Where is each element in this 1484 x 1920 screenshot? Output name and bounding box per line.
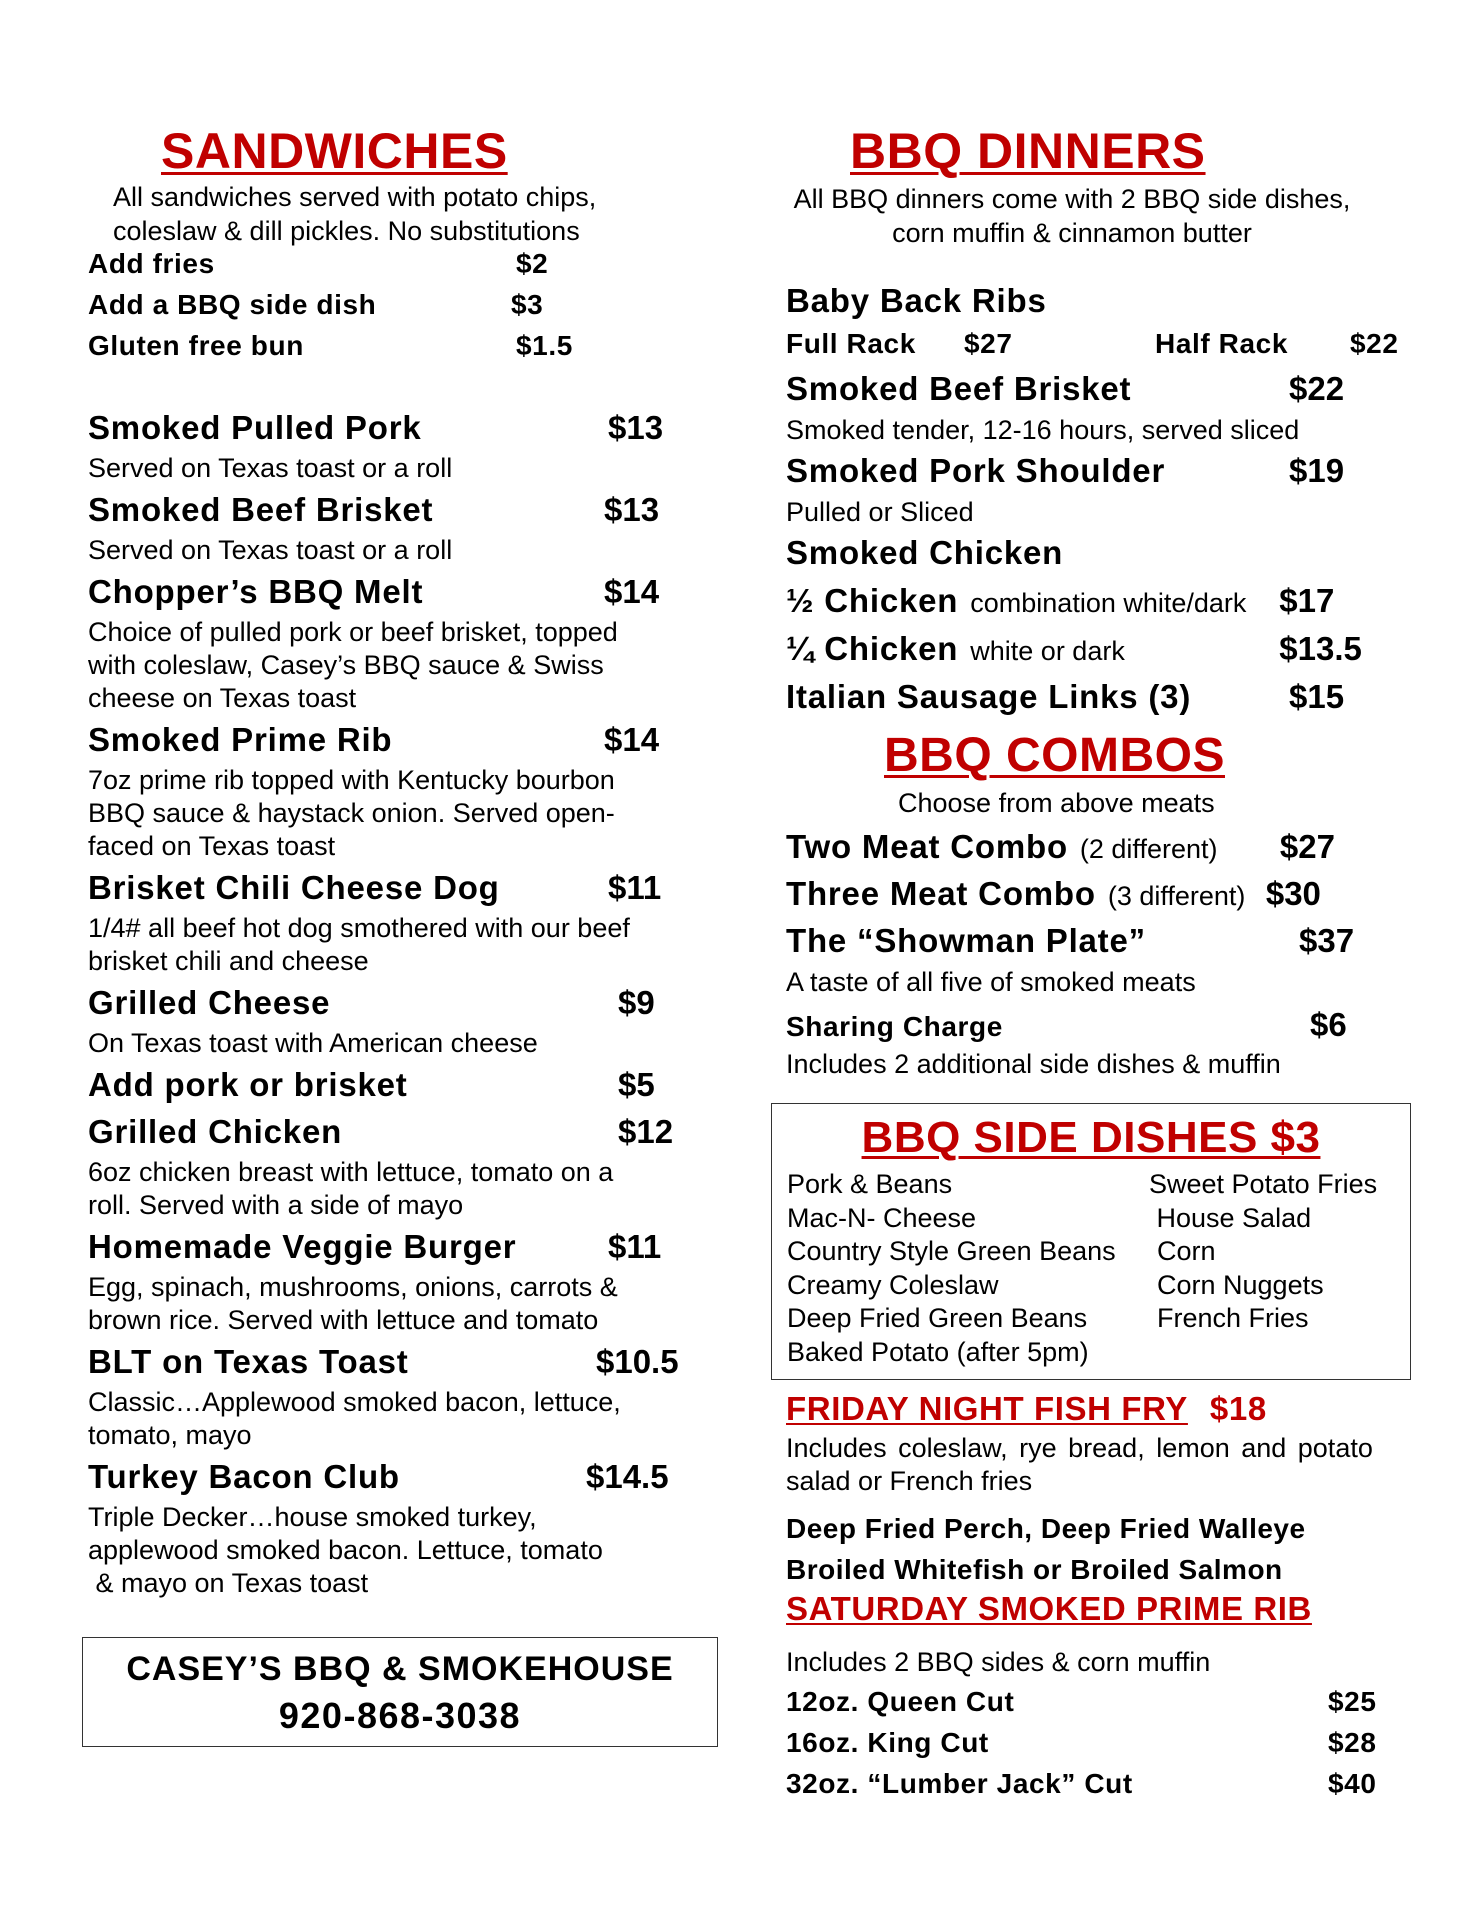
sandwich-item [88, 984, 708, 1060]
sandwich-name: Brisket Chili Cheese Dog [88, 869, 500, 906]
quarter-chicken: ¼ Chicken white or dark $13.5 [786, 630, 1362, 667]
sandwich-name: Smoked Prime Rib [88, 721, 393, 758]
side-item: Corn Nuggets [1157, 1269, 1324, 1300]
sandwich-desc [88, 764, 708, 863]
addons-list [88, 248, 608, 371]
sandwich-desc-line: Triple Decker…house smoked turkey, [88, 1502, 537, 1532]
sandwich-price: $10.5 [596, 1343, 679, 1380]
sandwich-item [88, 869, 708, 978]
sandwich-price: $13 [604, 491, 660, 528]
sandwich-price: $14 [604, 721, 660, 758]
sandwich-item-header [88, 1343, 708, 1386]
sandwich-item [88, 491, 708, 567]
side-item: House Salad [1149, 1202, 1312, 1233]
sandwich-name: Smoked Beef Brisket [88, 491, 434, 528]
sandwich-price: $12 [618, 1113, 674, 1150]
side-item: Country Style Green Beans [787, 1236, 1116, 1267]
sandwich-item [88, 1066, 708, 1109]
sandwich-item [88, 573, 708, 715]
sandwiches-intro: All sandwiches served with potato chips, coleslaw & dill pickles. No substitutions [113, 182, 597, 246]
prime-rib-cuts [786, 1686, 1406, 1809]
sandwich-item-header [88, 984, 708, 1027]
sandwich-desc [88, 452, 708, 485]
sandwich-name: Grilled Cheese [88, 984, 331, 1021]
sandwich-item-header [88, 409, 708, 452]
sandwich-item [88, 1113, 708, 1222]
sandwich-price: $14.5 [586, 1458, 669, 1495]
side-item: Corn [1157, 1236, 1216, 1267]
prime-rib-desc: Includes 2 BBQ sides & corn muffin [786, 1647, 1211, 1677]
sandwiches-title: SANDWICHES [161, 123, 508, 179]
side-dishes-box [771, 1103, 1411, 1380]
dinner-brisket: Smoked Beef Brisket $22 [786, 370, 1345, 407]
addon-row: Add fries $2 [88, 248, 549, 279]
combos-intro: Choose from above meats [898, 788, 1215, 818]
sandwich-name: Add pork or brisket [88, 1066, 408, 1103]
sandwich-name: Turkey Bacon Club [88, 1458, 400, 1495]
dinner-chicken: Smoked Chicken [786, 534, 1064, 571]
fish-fry-heading: FRIDAY NIGHT FISH FRY $18 [786, 1390, 1267, 1427]
sandwich-desc-line: Served on Texas toast or a roll [88, 535, 453, 565]
dinners-title: BBQ DINNERS [850, 123, 1206, 179]
showman-desc: A taste of all five of smoked meats [786, 967, 1196, 997]
sandwich-desc [88, 1027, 708, 1060]
sandwich-price: $11 [608, 1228, 662, 1265]
sandwich-desc-line: 6oz chicken breast with lettuce, tomato on a [88, 1157, 614, 1187]
sandwich-desc-line: Classic…Applewood smoked bacon, lettuce, [88, 1387, 621, 1417]
sandwich-desc [88, 912, 708, 978]
addon-row: Gluten free bun $1.5 [88, 330, 573, 361]
prime-rib-cut: 16oz. King Cut $28 [786, 1727, 1377, 1758]
sharing-desc: Includes 2 additional side dishes & muffin [786, 1049, 1281, 1079]
sandwich-desc-line: roll. Served with a side of mayo [88, 1190, 464, 1220]
side-dishes-grid [787, 1168, 1410, 1369]
sandwich-item-header [88, 573, 708, 616]
sausage-links: Italian Sausage Links (3) $15 [786, 678, 1345, 715]
sandwich-price: $9 [618, 984, 655, 1021]
sandwich-desc [88, 1271, 708, 1337]
sandwich-desc-line: 7oz prime rib topped with Kentucky bourbon [88, 765, 615, 795]
side-item: Sweet Potato Fries [1149, 1169, 1378, 1200]
sandwich-name: Smoked Pulled Pork [88, 409, 422, 446]
sandwich-name: Grilled Chicken [88, 1113, 343, 1150]
side-item: Mac-N- Cheese [787, 1202, 977, 1233]
side-dishes-left [787, 1168, 1157, 1369]
side-dishes-right [1149, 1168, 1417, 1369]
sandwich-desc [88, 616, 708, 715]
sandwich-desc-line: cheese on Texas toast [88, 683, 357, 713]
prime-rib-title: SATURDAY SMOKED PRIME RIB [786, 1590, 1312, 1627]
baby-back-ribs: Baby Back Ribs [786, 282, 1047, 319]
restaurant-name: CASEY’S BBQ & SMOKEHOUSE [126, 1650, 674, 1688]
sandwich-item [88, 409, 708, 485]
sandwich-desc-line: BBQ sauce & haystack onion. Served open- [88, 798, 615, 828]
sandwich-desc-line: brown rice. Served with lettuce and tomato [88, 1305, 599, 1335]
sandwich-item [88, 1228, 708, 1337]
sandwich-name: BLT on Texas Toast [88, 1343, 409, 1380]
sandwich-desc [88, 534, 708, 567]
sandwich-price: $13 [608, 409, 664, 446]
restaurant-info-box [82, 1637, 718, 1747]
sandwich-item-header [88, 869, 708, 912]
sandwich-desc-line: faced on Texas toast [88, 831, 336, 861]
dinner-shoulder: Smoked Pork Shoulder $19 [786, 452, 1345, 489]
side-item: French Fries [1157, 1303, 1309, 1334]
dinner-brisket-desc: Smoked tender, 12-16 hours, served sliced [786, 415, 1300, 445]
sandwich-name: Chopper’s BBQ Melt [88, 573, 424, 610]
addon-row: Add a BBQ side dish $3 [88, 289, 544, 320]
sandwich-desc-line: applewood smoked bacon. Lettuce, tomato [88, 1535, 603, 1565]
sandwich-desc-line: Egg, spinach, mushrooms, onions, carrots & [88, 1272, 618, 1302]
sandwich-desc-line: 1/4# all beef hot dog smothered with our beef [88, 913, 630, 943]
combos-title: BBQ COMBOS [884, 729, 1225, 782]
restaurant-phone: 920-868-3038 [278, 1695, 522, 1736]
sharing-charge: Sharing Charge $6 [786, 1006, 1347, 1043]
sandwich-desc-line: & mayo on Texas toast [88, 1568, 369, 1598]
ribs-prices: Full Rack $27 Half Rack $22 [786, 328, 1399, 359]
fish-fry-options: Deep Fried Perch, Deep Fried Walleye Broiled Whitefish or Broiled Salmon [786, 1513, 1306, 1585]
half-chicken: ½ Chicken combination white/dark $17 [786, 582, 1335, 619]
two-meat-combo: Two Meat Combo (2 different) $27 [786, 828, 1335, 865]
sandwich-name: Homemade Veggie Burger [88, 1228, 517, 1265]
sandwich-item-header [88, 1458, 708, 1501]
sandwich-desc-line: brisket chili and cheese [88, 946, 369, 976]
sandwich-item-header [88, 1113, 708, 1156]
side-item: Deep Fried Green Beans [787, 1303, 1088, 1334]
sandwich-desc-line: Served on Texas toast or a roll [88, 453, 453, 483]
sandwich-item [88, 1343, 708, 1452]
dinners-intro: All BBQ dinners come with 2 BBQ side dishes, corn muffin & cinnamon butter [793, 184, 1351, 248]
sandwich-item [88, 1458, 708, 1600]
sandwich-item-header [88, 1066, 708, 1109]
sandwich-desc [88, 1386, 708, 1452]
sandwich-desc-line: tomato, mayo [88, 1420, 252, 1450]
fish-fry-desc: Includes coleslaw, rye bread, lemon and potato salad or French fries [786, 1433, 1373, 1496]
sandwich-desc-line: On Texas toast with American cheese [88, 1028, 538, 1058]
prime-rib-cut: 12oz. Queen Cut $25 [786, 1686, 1377, 1717]
sandwich-desc-line: with coleslaw, Casey’s BBQ sauce & Swiss [88, 650, 604, 680]
sandwich-price: $5 [618, 1066, 655, 1103]
prime-rib-cut: 32oz. “Lumber Jack” Cut $40 [786, 1768, 1377, 1799]
sandwich-desc-line: Choice of pulled pork or beef brisket, topped [88, 617, 618, 647]
sandwich-desc [88, 1156, 708, 1222]
sandwich-item-header [88, 1228, 708, 1271]
dinner-shoulder-desc: Pulled or Sliced [786, 497, 974, 527]
side-item: Creamy Coleslaw [787, 1269, 999, 1300]
showman-plate: The “Showman Plate” $37 [786, 922, 1355, 959]
three-meat-combo: Three Meat Combo (3 different) $30 [786, 875, 1321, 912]
side-item: Baked Potato (after 5pm) [787, 1336, 1089, 1367]
sandwich-item-header [88, 491, 708, 534]
side-dishes-title: BBQ SIDE DISHES $3 [861, 1113, 1321, 1162]
sandwich-price: $14 [604, 573, 660, 610]
sandwich-desc [88, 1501, 708, 1600]
sandwich-item-header [88, 721, 708, 764]
sandwich-item [88, 721, 708, 863]
side-item: Pork & Beans [787, 1169, 953, 1200]
sandwich-price: $11 [608, 869, 662, 906]
sandwich-list [88, 409, 708, 1606]
